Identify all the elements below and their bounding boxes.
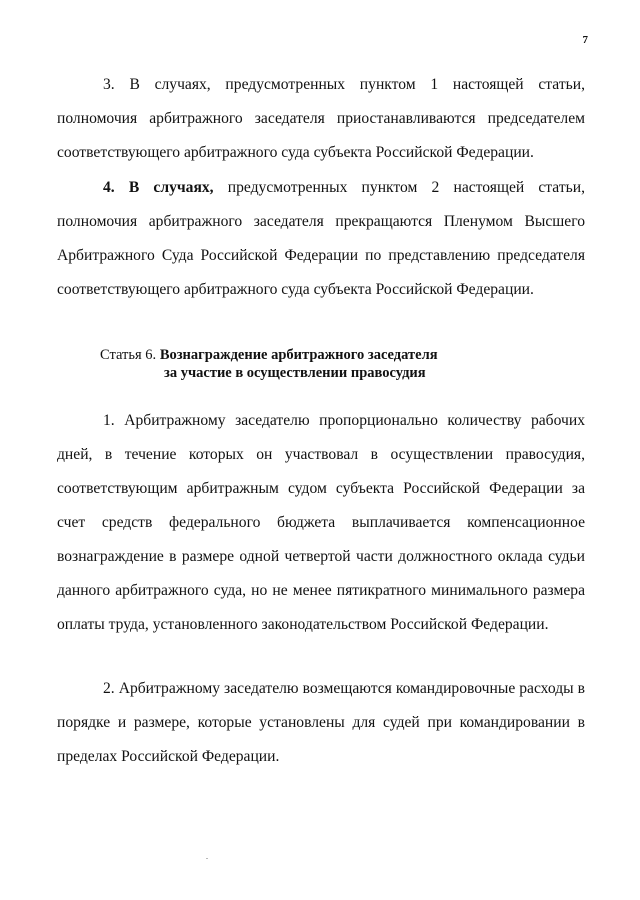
- article-6-title-line1: Вознаграждение арбитражного заседателя: [159, 347, 438, 363]
- paragraph-3: [57, 68, 585, 170]
- paragraph-3-lead: 3.: [103, 76, 115, 93]
- paragraph-4-text: предусмотренных пунктом 2 настоящей статьи, полномочия арбитражного заседателя прекращаются Пленумом Высшего Арбитражного Суда Российской Федерации по представлению председателя соответствующего арбитражного суда субъекта Российской Федерации.: [57, 179, 585, 298]
- page-number: 7: [582, 34, 588, 46]
- paragraph-3-text: В случаях, предусмотренных пунктом 1 настоящей статьи, полномочия арбитражного заседателя приостанавливаются председателем соответствующего арбитражного суда субъекта Российской Федерации.: [57, 76, 585, 161]
- article-6-paragraph-1: 1. Арбитражному заседателю пропорционально количеству рабочих дней, в течение которых он участвовал в осуществлении правосудия, соответствующим арбитражным судом субъекта Российской Федерации за счет средств федерального бюджета выплачивается компенсационное вознаграждение в размере одной четвертой части должностного оклада судьи данного арбитражного суда, но не менее пятикратного минимального размера оплаты труда, установленного законодательством Российской Федерации.: [57, 412, 585, 633]
- article-6-paragraph-2: 2. Арбитражному заседателю возмещаются командировочные расходы в порядке и размере, которые установлены для судей при командировании в пределах Российской Федерации.: [57, 680, 585, 765]
- article-6-heading: [100, 346, 438, 382]
- article-6-title-line2: за участие в осуществлении правосудия: [164, 365, 426, 381]
- article-6-label: Статья 6.: [100, 347, 157, 363]
- scan-speck: [206, 858, 208, 859]
- paragraph-4: [57, 171, 585, 307]
- paragraph-4-lead: 4. В случаях,: [103, 179, 214, 196]
